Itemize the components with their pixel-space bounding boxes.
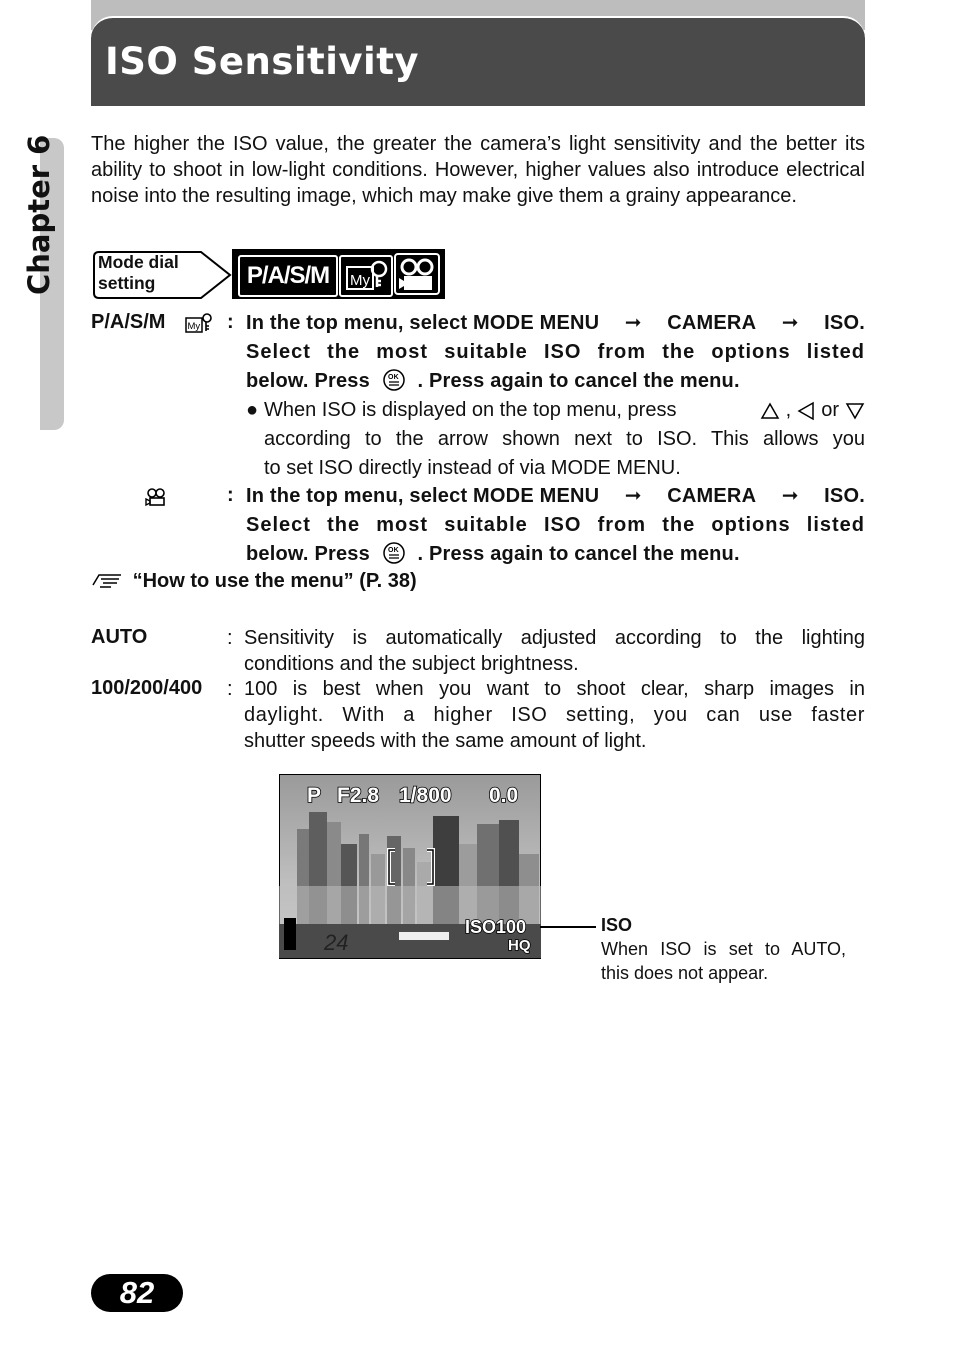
- chapter-label: Chapter 6: [22, 134, 56, 295]
- svg-text:My: My: [350, 272, 370, 289]
- setting-auto-desc: [244, 625, 865, 677]
- bullet-line1: [264, 396, 865, 425]
- screen-aperture: F2.8: [337, 784, 380, 807]
- screen-exposure: 0.0: [489, 784, 519, 807]
- colon-3: :: [227, 627, 233, 649]
- down-arrow-icon: [845, 402, 865, 420]
- mode-dial-label-line1: Mode dial: [98, 252, 179, 272]
- step1-press-text: below. Press: [246, 370, 370, 392]
- reference-text: “How to use the menu” (P. 38): [132, 570, 417, 592]
- callout-title: ISO: [601, 915, 633, 935]
- step1-line2: Select the most suitable ISO from the options listed: [246, 341, 865, 363]
- screen-frames: 24: [324, 930, 349, 955]
- colon-1: :: [227, 311, 234, 333]
- arrow-icon: ➞: [781, 485, 799, 507]
- setting-auto-line2: conditions and the subject brightness.: [244, 653, 579, 675]
- page-number: 82: [91, 1274, 183, 1312]
- step2-text-c: ISO.: [824, 485, 865, 507]
- mode-dial-label-line2: setting: [98, 273, 156, 293]
- step1-text-c: ISO.: [824, 312, 865, 334]
- bullet-line3: to set ISO directly instead of via MODE MENU.: [264, 457, 681, 479]
- bullet-line2: according to the arrow shown next to ISO. This allows you: [264, 428, 865, 450]
- page-title: ISO Sensitivity: [105, 40, 420, 83]
- step1-line3: [246, 367, 865, 396]
- ok-button-icon: [382, 542, 406, 564]
- intro-paragraph: [91, 131, 865, 209]
- screen-shutter: 1/800: [399, 784, 452, 807]
- step2-press-text: below. Press: [246, 543, 370, 565]
- arrow-icon: ➞: [624, 485, 642, 507]
- camera-screen: [279, 774, 541, 959]
- step2-text-a: In the top menu, select MODE MENU: [246, 485, 600, 507]
- setting-100-label: 100/200/400: [91, 677, 203, 699]
- bullet-text-a: When ISO is displayed on the top menu, press: [264, 399, 677, 421]
- bullet-or: or: [821, 399, 839, 421]
- callout-desc: [601, 937, 846, 985]
- svg-text:My: My: [187, 321, 201, 332]
- step2-cancel-text: . Press again to cancel the menu.: [417, 543, 740, 565]
- movie-small-icon: [145, 487, 167, 507]
- step1-cancel-text: . Press again to cancel the menu.: [417, 370, 740, 392]
- step2-line1: [246, 482, 865, 511]
- pasm-label: P/A/S/M: [91, 311, 166, 333]
- svg-text:OK: OK: [387, 374, 399, 381]
- setting-100-line3: shutter speeds with the same amount of light.: [244, 730, 647, 752]
- reference-line: [91, 570, 417, 593]
- step1-text-b: CAMERA: [667, 312, 757, 334]
- setting-auto-line1: Sensitivity is automatically adjusted according to the lighting: [244, 627, 865, 649]
- step2-line3: [246, 540, 865, 569]
- step1-text-a: In the top menu, select MODE MENU: [246, 312, 600, 334]
- up-arrow-icon: [760, 402, 780, 420]
- setting-auto-label: AUTO: [91, 626, 148, 648]
- setting-100-desc: [244, 676, 865, 754]
- my-mode-icon: [339, 255, 393, 297]
- step2-text-b: CAMERA: [667, 485, 757, 507]
- callout-desc-line1: When ISO is set to AUTO,: [601, 939, 846, 959]
- svg-text:OK: OK: [387, 547, 399, 554]
- my-mode-small-icon: [184, 312, 214, 334]
- pasm-mode-icon: P/A/S/M: [238, 255, 338, 297]
- pointing-hand-icon: [91, 570, 127, 590]
- setting-100-line2: daylight. With a higher ISO setting, you can use faster: [244, 704, 865, 726]
- ok-button-icon: [382, 369, 406, 391]
- bullet-comma: ,: [785, 399, 792, 421]
- colon-2: :: [227, 484, 234, 506]
- left-arrow-icon: [797, 401, 815, 421]
- movie-icon: [394, 253, 440, 295]
- bullet-dot: ●: [246, 399, 259, 421]
- screen-iso: ISO100: [465, 917, 527, 937]
- colon-4: :: [227, 678, 233, 700]
- intro-text: The higher the ISO value, the greater the camera’s light sensitivity and the better its ability to shoot in low-light conditions. However, higher values also introduce electrical noise into the resulting image, which may make give them a grainy appearance.: [91, 133, 865, 207]
- setting-100-line1: 100 is best when you want to shoot clear, sharp images in: [244, 678, 865, 700]
- callout-line: [540, 926, 596, 928]
- screen-mode: P: [307, 784, 322, 807]
- arrow-icon: ➞: [624, 312, 642, 334]
- pasm-row-label: [91, 311, 165, 334]
- arrow-icon: ➞: [781, 312, 799, 334]
- mode-dial-label: [98, 252, 179, 294]
- callout-desc-line2: this does not appear.: [601, 963, 769, 983]
- step2-line2: Select the most suitable ISO from the options listed: [246, 514, 865, 536]
- step1-line1: [246, 309, 865, 338]
- screen-quality: HQ: [508, 937, 531, 954]
